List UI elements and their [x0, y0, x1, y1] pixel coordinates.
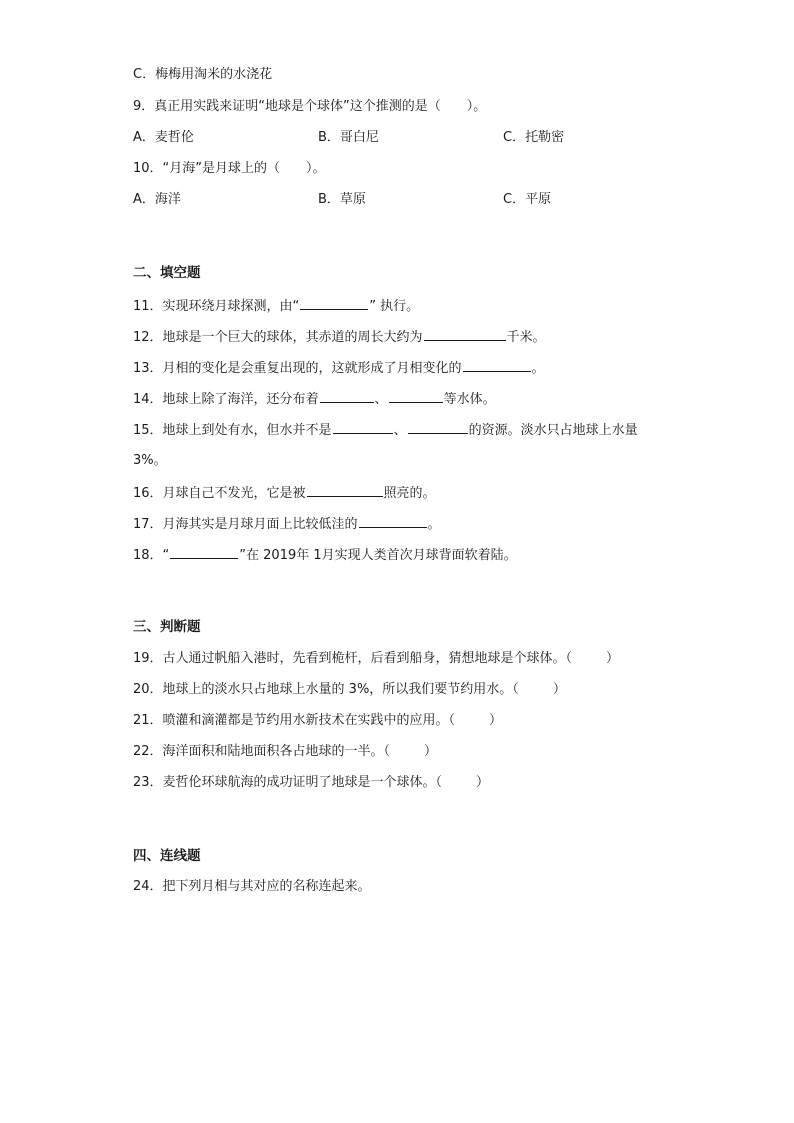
- q17-text-before: 17．月海其实是月球月面上比较低洼的: [133, 517, 358, 532]
- q15-continuation: 3%。: [133, 453, 167, 468]
- q12-text-before: 12．地球是一个巨大的球体，其赤道的周长大约为: [133, 330, 423, 345]
- q15-text-after: 的资源。淡水只占地球上水量: [468, 423, 638, 438]
- q10-option-b: B．草原: [318, 192, 366, 207]
- q16-text-after: 照亮的。: [383, 486, 436, 501]
- q16-blank: [307, 483, 383, 497]
- q18: [133, 545, 517, 565]
- section-title-matching: 四、连线题: [133, 848, 201, 864]
- q14-blank-1: [320, 389, 374, 403]
- q10-option-a: A．海洋: [133, 192, 181, 207]
- q21: [133, 712, 502, 730]
- q20-paren-close: ）: [552, 682, 566, 697]
- q10-option-c: C．平原: [503, 192, 552, 207]
- q9-option-c: C．托勒密: [503, 130, 565, 145]
- q14: [133, 389, 496, 409]
- q15-text-mid: 、: [393, 423, 407, 438]
- q16-text-before: 16．月球自己不发光，它是被: [133, 486, 306, 501]
- q11-text-before: 11．实现环绕月球探测，由“: [133, 299, 300, 314]
- q23: [133, 774, 489, 792]
- q17-blank: [359, 514, 427, 528]
- q19: [133, 650, 619, 668]
- q12-blank: [424, 327, 506, 341]
- q22-text: 22．海洋面积和陆地面积各占地球的一半。（: [133, 744, 391, 759]
- section-title-fill-in: 二、填空题: [133, 265, 201, 281]
- q18-text-after: ”在 2019年 1月实现人类首次月球背面软着陆。: [239, 548, 517, 563]
- q21-paren-close: ）: [489, 713, 503, 728]
- q15-blank-1: [333, 420, 393, 434]
- q14-text-after: 等水体。: [443, 392, 496, 407]
- q16: [133, 483, 436, 503]
- section-title-true-false: 三、判断题: [133, 619, 201, 635]
- q14-text-mid: 、: [374, 392, 388, 407]
- q20: [133, 681, 566, 699]
- q13-text-after: 。: [531, 361, 545, 376]
- q19-text: 19．古人通过帆船入港时，先看到桅杆，后看到船身，猜想地球是个球体。（: [133, 651, 573, 666]
- q21-text: 21．喷灌和滴灌都是节约用水新技术在实践中的应用。（: [133, 713, 456, 728]
- q22-paren-close: ）: [424, 744, 438, 759]
- q22: [133, 743, 437, 761]
- q14-text-before: 14．地球上除了海洋，还分布着: [133, 392, 319, 407]
- q13-blank: [463, 358, 531, 372]
- q9-option-b: B．哥白尼: [318, 130, 379, 145]
- q18-text-before: 18．“: [133, 548, 170, 563]
- q12: [133, 327, 546, 347]
- q14-blank-2: [389, 389, 443, 403]
- q15-text-before: 15．地球上到处有水，但水并不是: [133, 423, 332, 438]
- q15: [133, 420, 638, 440]
- q18-blank: [170, 545, 238, 559]
- q15-blank-2: [408, 420, 468, 434]
- q11: [133, 296, 419, 316]
- q9-option-a: A．麦哲伦: [133, 130, 194, 145]
- q17-text-after: 。: [427, 517, 441, 532]
- q13-text-before: 13．月相的变化是会重复出现的，这就形成了月相变化的: [133, 361, 462, 376]
- q9-stem: 9．真正用实践来证明“地球是个球体”这个推测的是（ ）。: [133, 99, 487, 114]
- q20-text: 20．地球上的淡水只占地球上水量的 3%，所以我们要节约用水。（: [133, 682, 519, 697]
- q23-paren-close: ）: [476, 775, 490, 790]
- q13: [133, 358, 545, 378]
- q12-text-after: 千米。: [506, 330, 546, 345]
- q23-text: 23．麦哲伦环球航海的成功证明了地球是一个球体。（: [133, 775, 443, 790]
- q17: [133, 514, 441, 534]
- q11-text-after: ” 执行。: [369, 299, 420, 314]
- q24: 24．把下列月相与其对应的名称连起来。: [133, 879, 371, 894]
- q8-option-c: C．梅梅用淘米的水浇花: [133, 67, 273, 82]
- q19-paren-close: ）: [606, 651, 620, 666]
- q10-stem: 10．“月海”是月球上的（ ）。: [133, 161, 326, 176]
- q11-blank: [300, 296, 368, 310]
